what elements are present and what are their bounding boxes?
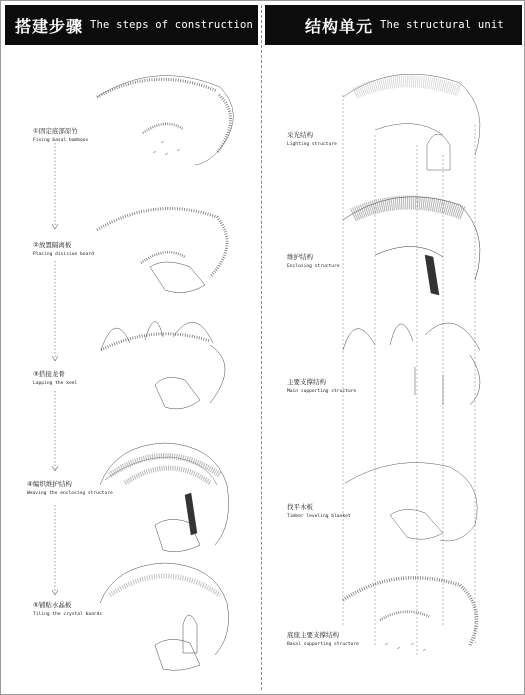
step-label-zh: ⑤铺贴水晶板: [33, 601, 72, 609]
unit-label: [287, 378, 356, 396]
step2-division-board: [97, 209, 227, 293]
step3-keel: [101, 322, 225, 409]
basal-supporting-structure: [343, 578, 477, 651]
unit-label: [287, 131, 337, 149]
unit-label-zh: 找平木板: [287, 503, 313, 511]
unit-label-en: Basal supporting structure: [287, 642, 359, 647]
timber-leveling-blanket: [345, 463, 477, 541]
step1-bamboo-ring: [97, 76, 233, 165]
step4-woven-shell: [100, 443, 229, 552]
unit-label-zh: 维护结构: [287, 253, 313, 261]
unit-label-zh: 底座主要支撑结构: [287, 631, 339, 639]
unit-label: [287, 253, 340, 271]
step-label: [33, 601, 102, 619]
step-label-en: Lapping the keel: [33, 381, 78, 386]
enclosing-structure: [343, 197, 480, 295]
step-label-en: Tiling the crystal boards: [33, 612, 103, 617]
step-label: [33, 241, 94, 259]
step-label-zh: ②放置隔离板: [33, 241, 72, 249]
alignment-lines: [343, 95, 475, 655]
step-label-zh: ③搭接龙骨: [33, 370, 65, 378]
structural-unit-panel: [265, 5, 522, 690]
unit-label-en: Enclosing structure: [287, 264, 340, 269]
steps-illustration: [5, 5, 258, 692]
panel-divider: [261, 5, 262, 690]
main-supporting-structure: [343, 323, 480, 405]
unit-label-zh: 主要支撑结构: [287, 378, 326, 386]
unit-label-zh: 采光结构: [287, 131, 313, 139]
units-exploded-illustration: [265, 5, 522, 692]
unit-label-en: Timber leveling blanket: [287, 514, 351, 519]
step-label: [27, 480, 113, 498]
units-title-en: The structural unit: [380, 19, 504, 31]
unit-label-en: Main supporting structure: [287, 389, 357, 394]
steps-title-zh: 搭建步骤: [15, 16, 84, 36]
lighting-structure: [343, 74, 480, 170]
step5-crystal-shell: [100, 563, 229, 670]
units-title-zh: 结构单元: [305, 16, 374, 36]
step-label: [33, 370, 77, 388]
step-label-zh: ①固定底部原竹: [33, 127, 78, 135]
unit-label: [287, 503, 351, 521]
step-label: [33, 127, 88, 145]
step-label-en: Placing division board: [33, 252, 94, 257]
steps-title-en: The steps of construction: [90, 19, 254, 31]
unit-label: [287, 631, 359, 649]
step-label-zh: ④编织维护结构: [27, 480, 72, 488]
step-label-en: Weaving the enclosing structure: [27, 491, 113, 496]
step-label-en: Fixing basal bamboos: [33, 138, 89, 143]
construction-steps-panel: [5, 5, 258, 690]
unit-label-en: Lighting structure: [287, 142, 337, 147]
